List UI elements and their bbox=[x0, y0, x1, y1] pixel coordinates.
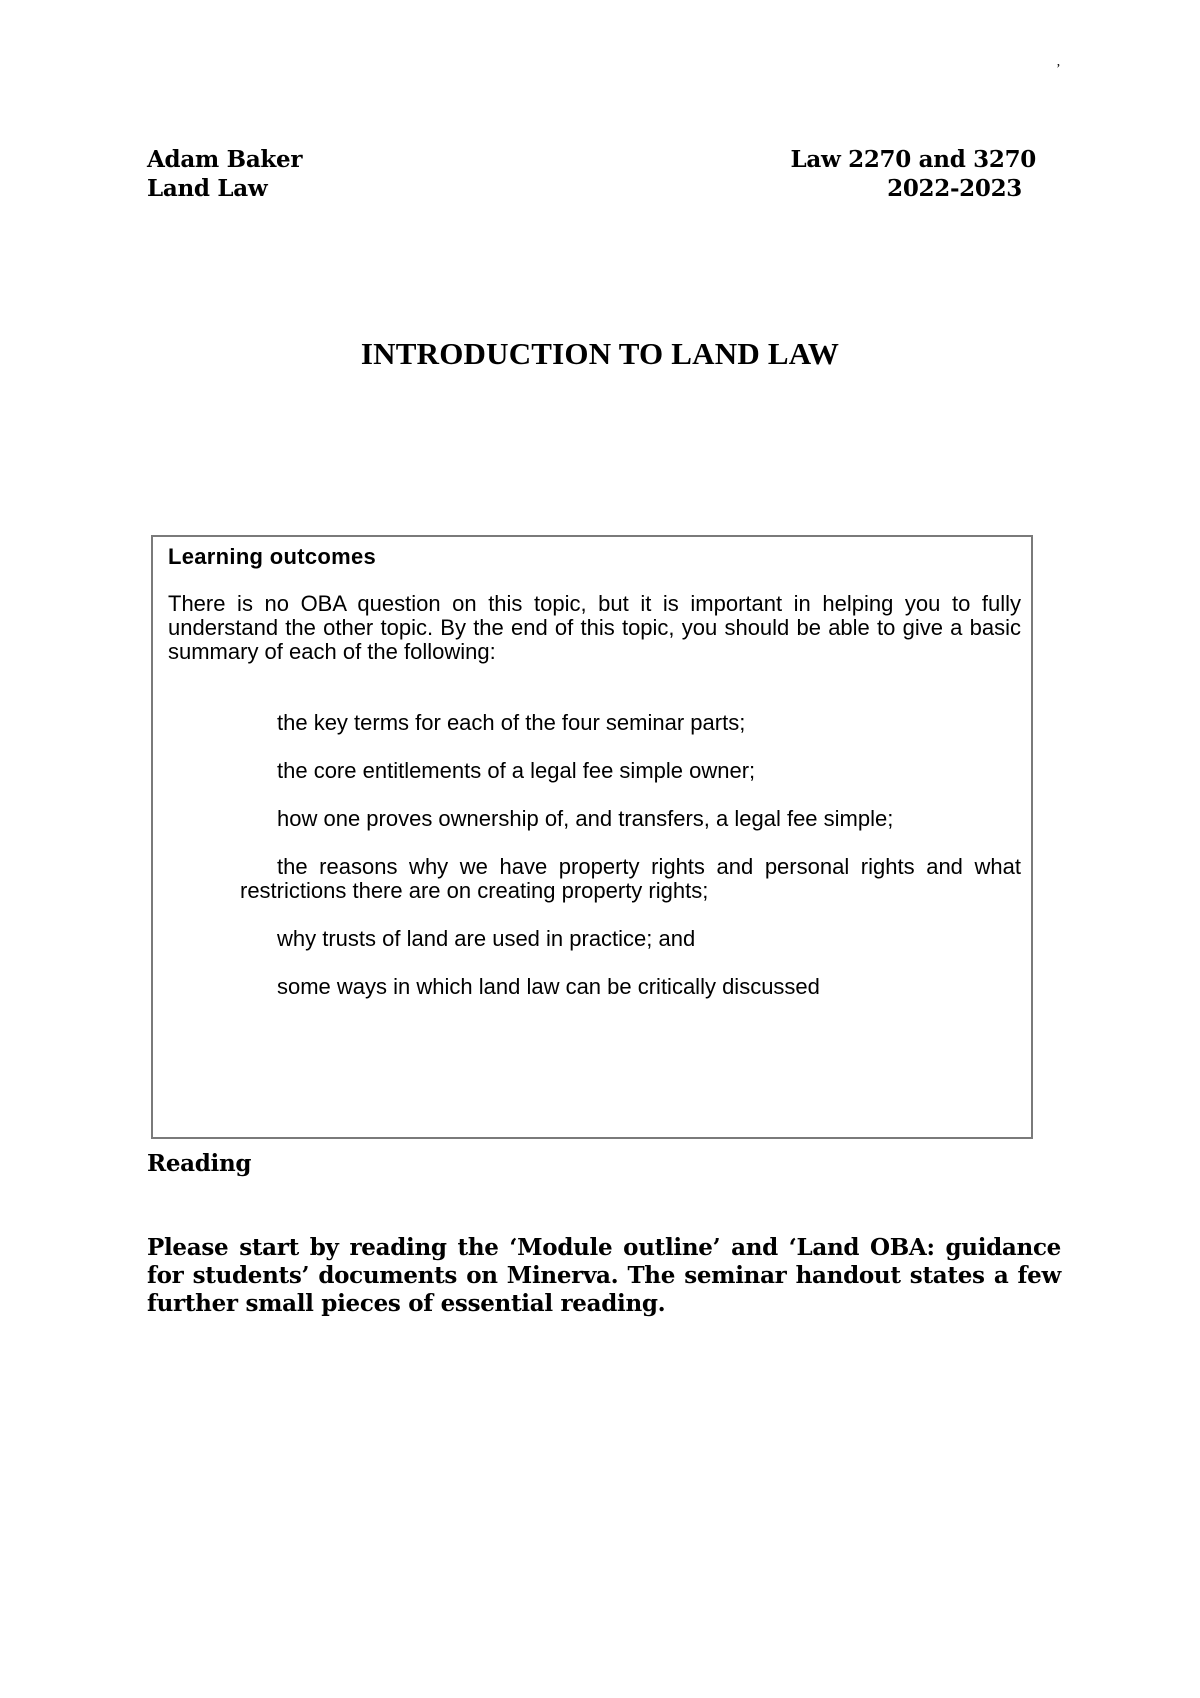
academic-year: 2022-2023 bbox=[887, 175, 1022, 202]
header-right bbox=[790, 145, 1036, 203]
header-left bbox=[147, 145, 302, 203]
course-codes: Law 2270 and 3270 bbox=[790, 146, 1036, 173]
learning-outcomes-list bbox=[168, 711, 1021, 1023]
learning-outcomes-box bbox=[151, 535, 1033, 1139]
author-name: Adam Baker bbox=[147, 146, 303, 173]
subject-name: Land Law bbox=[147, 175, 268, 202]
outcome-item: how one proves ownership of, and transfers, a legal fee simple; bbox=[277, 806, 894, 831]
outcome-item: the core entitlements of a legal fee simple owner; bbox=[277, 758, 756, 783]
reading-paragraph: Please start by reading the ‘Module outline’ and ‘Land OBA: guidance for students’ documents on Minerva. The seminar handout states a few further small pieces of essential reading. bbox=[147, 1234, 1061, 1317]
corner-mark: ’ bbox=[1056, 62, 1061, 77]
outcome-item: the reasons why we have property rights and personal rights and what restrictions there are on creating property rights; bbox=[240, 854, 1021, 903]
outcome-item: the key terms for each of the four seminar parts; bbox=[277, 710, 746, 735]
outcome-item: why trusts of land are used in practice; and bbox=[277, 926, 696, 951]
learning-outcomes-heading: Learning outcomes bbox=[168, 544, 377, 569]
learning-outcomes-intro: There is no OBA question on this topic, but it is important in helping you to fully understand the other topic. By the end of this topic, you should be able to give a basic summary of each of the following: bbox=[168, 591, 1021, 664]
outcome-item: some ways in which land law can be critically discussed bbox=[277, 974, 820, 999]
page-title: INTRODUCTION TO LAND LAW bbox=[360, 336, 840, 371]
reading-heading: Reading bbox=[147, 1150, 252, 1177]
